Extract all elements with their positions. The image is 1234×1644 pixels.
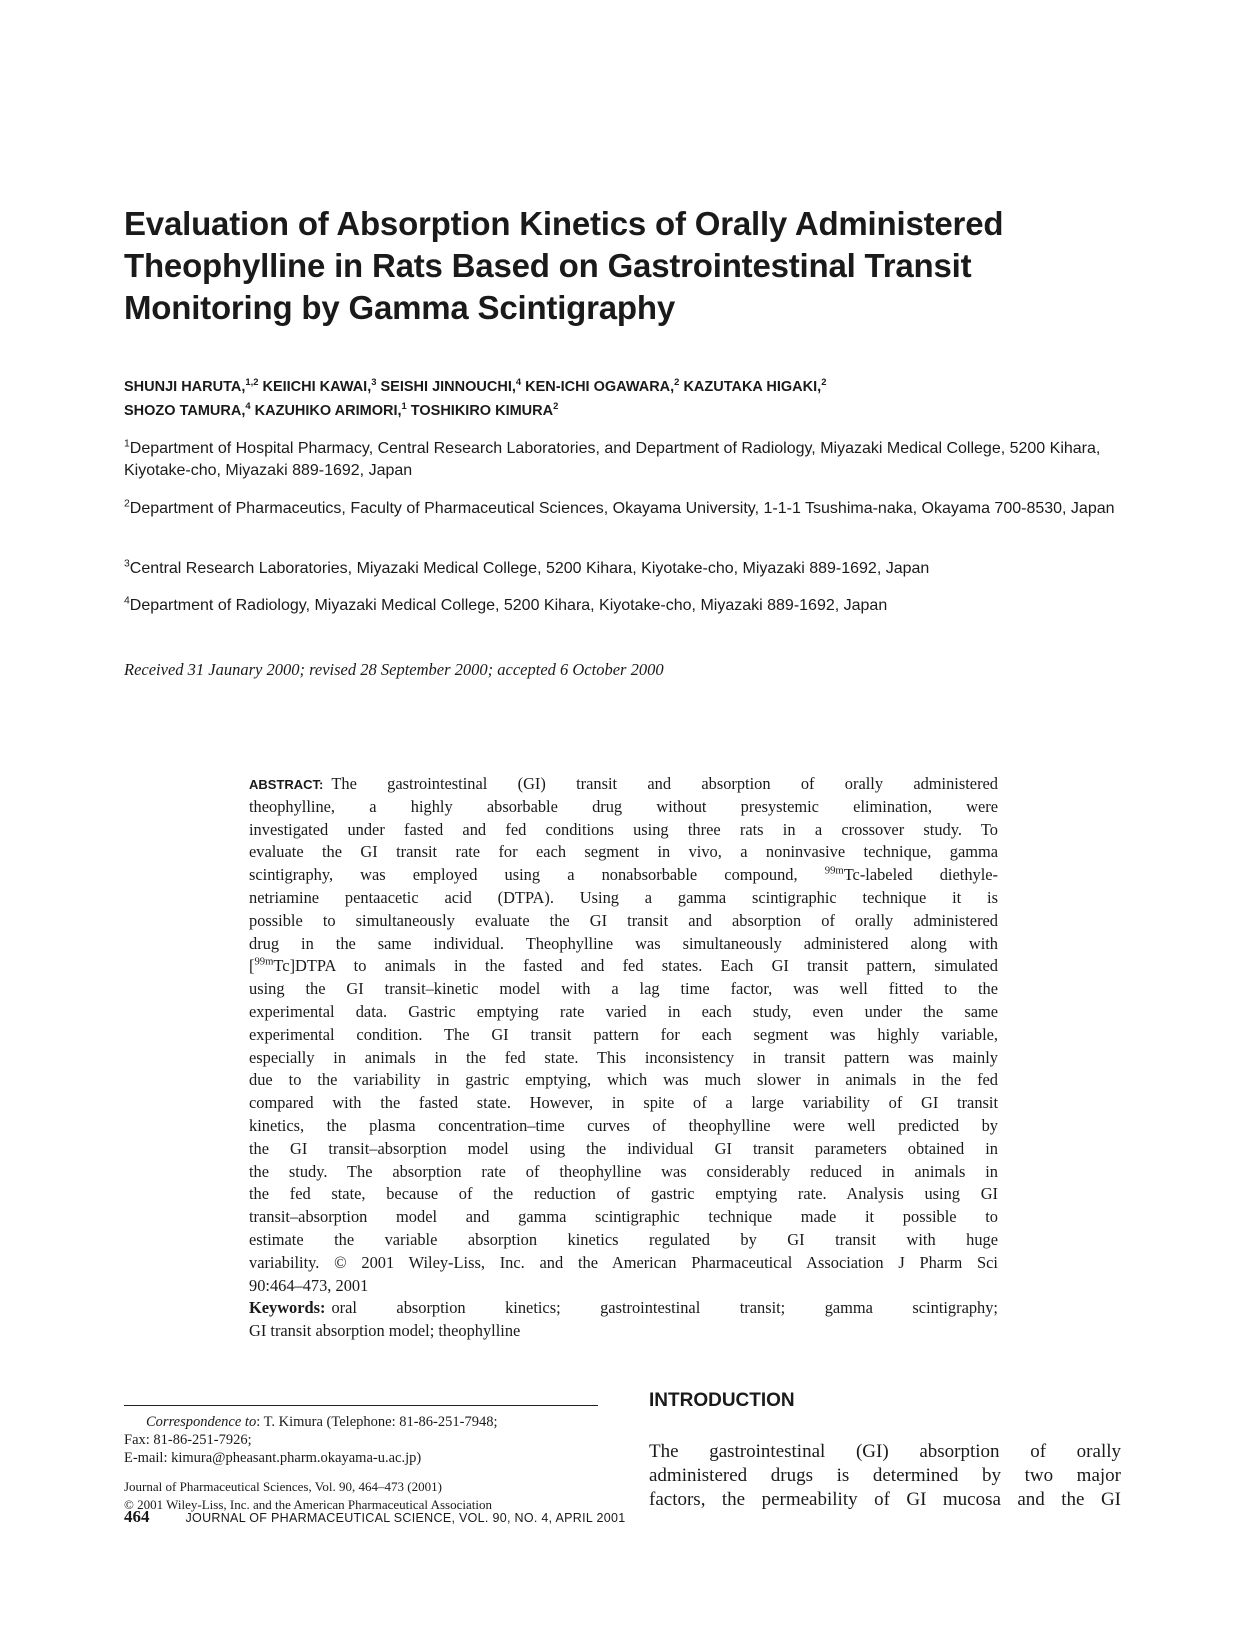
copyright-line: © 2001 Wiley-Liss, Inc. and the American Pharmaceutical Association <box>124 1497 492 1512</box>
author-affiliation-ref: 3 <box>371 376 377 388</box>
received-dates: Received 31 Jaunary 2000; revised 28 September 2000; accepted 6 October 2000 <box>124 660 664 679</box>
affiliation <box>124 595 1124 617</box>
abstract-line: especially in animals in the fed state. This inconsistency in transit pattern was mainly <box>249 1047 998 1067</box>
correspondence-line <box>124 1413 598 1431</box>
keywords-label: Keywords: <box>249 1298 326 1318</box>
author-name: KAZUHIKO ARIMORI, <box>254 403 402 419</box>
footnote-divider <box>124 1405 598 1406</box>
abstract-line: transit–absorption model and gamma scintigraphic technique made it possible to <box>249 1207 998 1227</box>
page-footer <box>124 1507 625 1527</box>
abstract-line: due to the variability in gastric emptying, which was much slower in animals in the fed <box>249 1070 998 1090</box>
abstract-line: the study. The absorption rate of theophylline was considerably reduced in animals in <box>249 1161 998 1181</box>
author-affiliation-ref: 1 <box>401 400 407 412</box>
abstract-line: [$^{99m}$Tc]DTPA to animals in the fasted and fed states. Each GI transit pattern, simulated <box>249 956 998 976</box>
abstract-line: evaluate the GI transit rate for each segment in vivo, a noninvasive technique, gamma <box>249 842 998 862</box>
isotope-superscript: 99m <box>254 956 274 968</box>
abstract-line: experimental condition. The GI transit pattern for each segment was highly variable, <box>249 1024 998 1044</box>
journal-line: Journal of Pharmaceutical Sciences, Vol. 90, 464–473 (2001) <box>124 1479 442 1494</box>
author-affiliation-ref: 2 <box>821 376 827 388</box>
abstract-line: estimate the variable absorption kinetics regulated by GI transit with huge <box>249 1229 998 1249</box>
affiliation-number: 2 <box>124 498 130 510</box>
abstract-line: kinetics, the plasma concentration–time curves of theophylline were well predicted by <box>249 1115 998 1135</box>
correspondence-line: E-mail: kimura@pheasant.pharm.okayama-u.ac.jp) <box>124 1450 422 1466</box>
text-line: The gastrointestinal (GI) absorption of orally <box>649 1441 1121 1462</box>
abstract-line: theophylline, a highly absorbable drug without presystemic elimination, were <box>249 796 998 816</box>
affiliation-text: Department of Pharmaceutics, Faculty of Pharmaceutical Sciences, Okayama University, 1-1-1 Tsushima-naka, Okayama 700-8530, Japan <box>129 500 1115 517</box>
running-footer: JOURNAL OF PHARMACEUTICAL SCIENCE, VOL. 90, NO. 4, APRIL 2001 <box>185 1511 626 1525</box>
abstract-line: compared with the fasted state. However, in spite of a large variability of GI transit <box>249 1093 998 1113</box>
author-affiliation-ref: 4 <box>245 400 251 412</box>
affiliation <box>124 558 1124 580</box>
abstract-line: the GI transit–absorption model using the individual GI transit parameters obtained in <box>249 1138 998 1158</box>
author-affiliation-ref: 4 <box>515 376 522 388</box>
author-affiliation-ref: 2 <box>674 376 680 388</box>
author-name: SHUNJI HARUTA, <box>124 379 246 395</box>
abstract-line: experimental data. Gastric emptying rate varied in each study, even under the same <box>249 1001 998 1021</box>
abstract-line: the fed state, because of the reduction of gastric emptying rate. Analysis using GI <box>249 1184 998 1204</box>
abstract-line: using the GI transit–kinetic model with a lag time factor, was well fitted to the <box>249 979 998 999</box>
correspondence-line: Fax: 81-86-251-7926; <box>124 1432 252 1448</box>
author-affiliation-ref: 2 <box>553 400 559 412</box>
abstract-line: scintigraphy, was employed using a nonabsorbable compound, $^{99m}$Tc-labeled diethyle- <box>249 865 998 885</box>
abstract <box>249 773 998 1343</box>
abstract-line: 90:464–473, 2001 <box>249 1275 369 1295</box>
author-list <box>124 375 1124 423</box>
author-name: KEIICHI KAWAI, <box>262 379 372 395</box>
section-heading-introduction: INTRODUCTION <box>649 1390 795 1411</box>
affiliation <box>124 498 1124 520</box>
abstract-line: variability. © 2001 Wiley-Liss, Inc. and the American Pharmaceutical Association J Pharm Sci <box>249 1252 998 1272</box>
author-name: KEN-ICHI OGAWARA, <box>525 379 675 395</box>
abstract-line: drug in the same individual. Theophylline was simultaneously administered along with <box>249 933 998 953</box>
text-line: factors, the permeability of GI mucosa and the GI <box>649 1489 1121 1510</box>
author-name: TOSHIKIRO KIMURA <box>410 403 554 419</box>
affiliation-number: 1 <box>124 438 130 450</box>
keywords-line: Keywords: oral absorption kinetics; gastrointestinal transit; gamma scintigraphy; <box>249 1298 998 1318</box>
introduction-body <box>649 1440 1121 1512</box>
text-line: administered drugs is determined by two major <box>649 1465 1121 1486</box>
correspondence-text: : T. Kimura (Telephone: 81-86-251-7948; <box>256 1414 498 1430</box>
author-affiliation-ref: 1,2 <box>245 376 259 388</box>
affiliation-text: Department of Radiology, Miyazaki Medical College, 5200 Kihara, Kiyotake-cho, Miyazaki 889-1692, Japan <box>129 597 888 614</box>
author-name: SEISHI JINNOUCHI, <box>380 379 516 395</box>
correspondence-label: Correspondence to <box>146 1414 257 1430</box>
title-line: Evaluation of Absorption Kinetics of Orally Administered <box>124 205 1004 242</box>
correspondence-footnote <box>124 1413 598 1467</box>
author-name: KAZUTAKA HIGAKI, <box>683 379 822 395</box>
paper-title <box>124 203 1124 329</box>
abstract-label: ABSTRACT: <box>249 777 324 792</box>
abstract-line: netriamine pentaacetic acid (DTPA). Using a gamma scintigraphic technique it is <box>249 887 998 907</box>
author-line <box>124 399 1124 423</box>
abstract-line: investigated under fasted and fed conditions using three rats in a crossover study. To <box>249 819 998 839</box>
keywords-line: GI transit absorption model; theophylline <box>249 1321 521 1341</box>
author-line <box>124 375 1124 399</box>
title-line: Monitoring by Gamma Scintigraphy <box>124 289 675 326</box>
author-name: SHOZO TAMURA, <box>124 403 246 419</box>
title-line: Theophylline in Rats Based on Gastrointestinal Transit <box>124 247 972 284</box>
abstract-line: ABSTRACT: The gastrointestinal (GI) transit and absorption of orally administered <box>249 774 998 793</box>
affiliation-number: 3 <box>124 558 130 570</box>
abstract-line: possible to simultaneously evaluate the GI transit and absorption of orally administered <box>249 910 998 930</box>
affiliation-number: 4 <box>124 595 130 607</box>
affiliation <box>124 438 1124 482</box>
page-number: 464 <box>124 1507 150 1526</box>
affiliation-text: Central Research Laboratories, Miyazaki Medical College, 5200 Kihara, Kiyotake-cho, Miyazaki 889-1692, Japan <box>129 560 930 577</box>
isotope-superscript: 99m <box>824 865 844 877</box>
affiliation-text: Department of Hospital Pharmacy, Central Research Laboratories, and Department of Radiology, Miyazaki Medical College, 5200 Kihara, Kiyotake-cho, Miyazaki 889-1692, Japan <box>124 440 1101 479</box>
